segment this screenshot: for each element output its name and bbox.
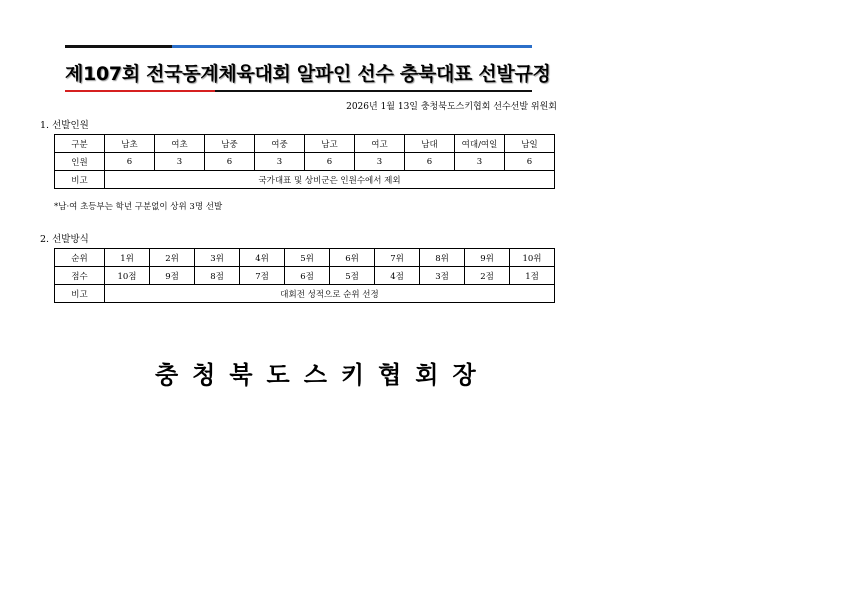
score-cell: 1점 (510, 267, 555, 285)
rank-cell: 3위 (195, 249, 240, 267)
table-row (55, 249, 555, 267)
score-cell: 7점 (240, 267, 285, 285)
column-header: 여초 (155, 135, 205, 153)
score-cell: 2점 (465, 267, 510, 285)
count-cell: 6 (205, 153, 255, 171)
section1-heading: 1. 선발인원 (40, 120, 89, 131)
remark-cell: 대회전 성적으로 순위 선정 (105, 285, 555, 303)
table-row (55, 153, 555, 171)
score-cell: 9점 (150, 267, 195, 285)
count-cell: 3 (455, 153, 505, 171)
remark-cell: 국가대표 및 상비군은 인원수에서 제외 (105, 171, 555, 189)
column-header: 여고 (355, 135, 405, 153)
remark-label: 비고 (55, 285, 105, 303)
title-bottom-rule (65, 90, 532, 92)
quota-table (54, 134, 555, 189)
score-cell: 8점 (195, 267, 240, 285)
table-row (55, 171, 555, 189)
count-cell: 3 (155, 153, 205, 171)
column-header: 여중 (255, 135, 305, 153)
section2-heading: 2. 선발방식 (40, 234, 89, 245)
rank-cell: 8위 (420, 249, 465, 267)
document-title: 제107회 전국동계체육대회 알파인 선수 충북대표 선발규정 (65, 63, 551, 85)
count-cell: 6 (305, 153, 355, 171)
rank-cell: 9위 (465, 249, 510, 267)
count-cell: 6 (505, 153, 555, 171)
header-label: 구분 (55, 135, 105, 153)
table-row (55, 135, 555, 153)
column-header: 여대/여일 (455, 135, 505, 153)
count-cell: 3 (255, 153, 305, 171)
rank-cell: 6위 (330, 249, 375, 267)
rank-label: 순위 (55, 249, 105, 267)
title-block (65, 45, 551, 93)
signature: 충청북도스키협회장 (155, 361, 490, 389)
count-cell: 3 (355, 153, 405, 171)
table-row (55, 285, 555, 303)
footnote: *남·여 초등부는 학년 구분없이 상위 3명 선발 (54, 202, 223, 212)
title-top-rule (65, 45, 532, 48)
scoring-table (54, 248, 555, 303)
rank-cell: 7위 (375, 249, 420, 267)
score-cell: 10점 (105, 267, 150, 285)
score-cell: 4점 (375, 267, 420, 285)
score-cell: 6점 (285, 267, 330, 285)
rank-cell: 2위 (150, 249, 195, 267)
column-header: 남초 (105, 135, 155, 153)
column-header: 남고 (305, 135, 355, 153)
remark-label: 비고 (55, 171, 105, 189)
rank-cell: 4위 (240, 249, 285, 267)
score-cell: 3점 (420, 267, 465, 285)
count-cell: 6 (405, 153, 455, 171)
count-cell: 6 (105, 153, 155, 171)
score-label: 점수 (55, 267, 105, 285)
date-line: 2026년 1월 13일 충청북도스키협회 선수선발 위원회 (346, 102, 557, 112)
column-header: 남일 (505, 135, 555, 153)
rank-cell: 10위 (510, 249, 555, 267)
column-header: 남대 (405, 135, 455, 153)
table-row (55, 267, 555, 285)
rank-cell: 1위 (105, 249, 150, 267)
score-cell: 5점 (330, 267, 375, 285)
count-label: 인원 (55, 153, 105, 171)
column-header: 남중 (205, 135, 255, 153)
rank-cell: 5위 (285, 249, 330, 267)
